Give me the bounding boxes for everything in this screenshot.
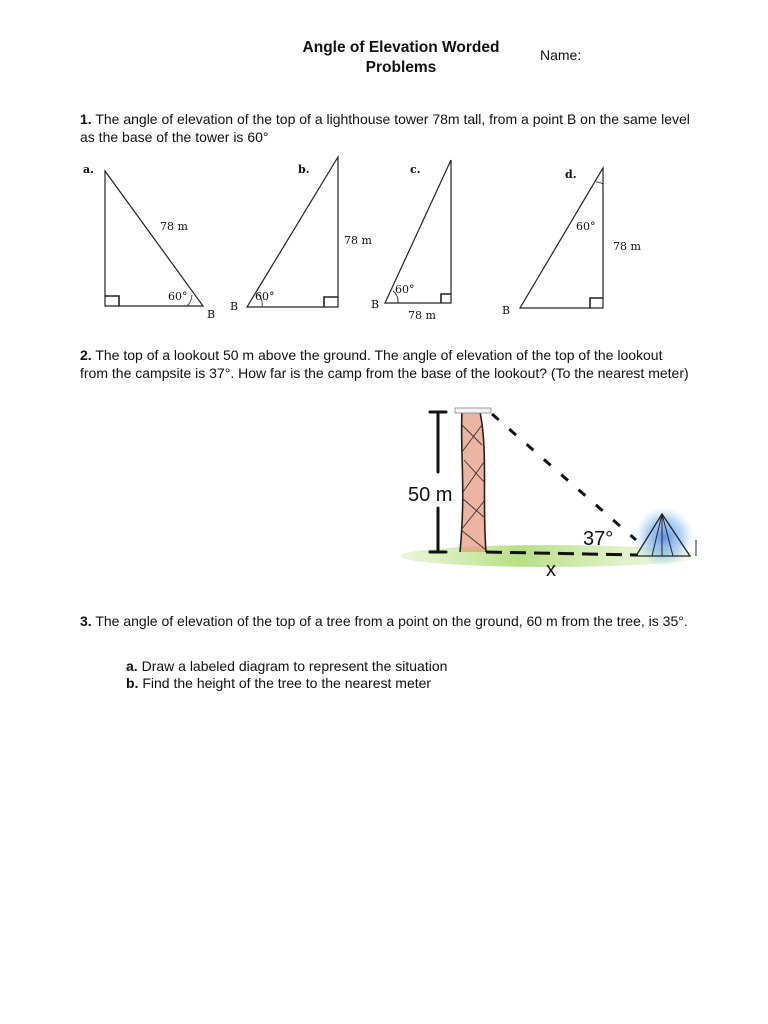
question-3-part-b: [126, 675, 431, 692]
right-angle-mark: [441, 294, 451, 303]
option-c-point-label: B: [371, 298, 380, 311]
line-of-sight: [492, 414, 636, 540]
right-angle-mark: [324, 297, 338, 307]
height-bracket: [430, 412, 446, 552]
part-a-label: a.: [126, 658, 138, 674]
option-b-angle-label: 60°: [255, 290, 275, 303]
option-a-label: a.: [83, 163, 94, 176]
triangle-option-a: [83, 163, 215, 321]
option-d-label: d.: [565, 168, 577, 181]
unknown-distance-label: x: [546, 559, 556, 581]
question-3-part-a: [126, 658, 447, 675]
name-label: Name:: [540, 47, 582, 63]
question-2-text: The top of a lookout 50 m above the ground. The angle of elevation of the top of the lookout from the campsite is 37°. How far is the camp from the base of the lookout? (To the nearest meter): [80, 347, 689, 381]
option-a-side-label: 78 m: [160, 220, 188, 233]
right-angle-mark: [105, 296, 119, 306]
part-a-text: Draw a labeled diagram to represent the situation: [141, 658, 448, 674]
title-line-1: Angle of Elevation Worded: [302, 39, 500, 56]
option-c-side-label: 78 m: [408, 309, 436, 322]
height-label: 50 m: [408, 484, 453, 506]
triangle-option-c: [371, 160, 451, 322]
question-1-text: The angle of elevation of the top of a lighthouse tower 78m tall, from a point B on the same level as the base of the tower is 60°: [80, 111, 690, 145]
question-2: [80, 346, 690, 382]
right-angle-mark: [590, 298, 603, 308]
triangle-option-d: [502, 168, 641, 317]
part-b-text: Find the height of the tree to the nearest meter: [142, 675, 432, 691]
question-3-text: The angle of elevation of the top of a tree from a point on the ground, 60 m from the tree, is 35°.: [95, 613, 688, 629]
question-1-number: 1.: [80, 111, 92, 127]
angle-label: 37°: [583, 528, 614, 550]
option-a-point-label: B: [207, 308, 216, 321]
question-1-triangle-options: [0, 0, 768, 330]
lookout-diagram: [400, 400, 706, 585]
lookout-tower: [455, 408, 491, 552]
option-c-angle-label: 60°: [395, 283, 415, 296]
option-b-label: b.: [298, 163, 310, 176]
option-d-point-label: B: [502, 304, 511, 317]
option-b-side-label: 78 m: [344, 234, 372, 247]
question-3-number: 3.: [80, 613, 92, 629]
option-c-label: c.: [410, 163, 421, 176]
title-line-2: Problems: [365, 59, 437, 76]
option-a-angle-label: 60°: [168, 290, 188, 303]
option-d-side-label: 78 m: [613, 240, 641, 253]
option-b-point-label: B: [230, 300, 239, 313]
triangle-option-b: [230, 157, 372, 313]
part-b-label: b.: [126, 675, 139, 691]
question-3: [80, 612, 690, 630]
question-2-number: 2.: [80, 347, 92, 363]
option-d-angle-label: 60°: [576, 220, 596, 233]
